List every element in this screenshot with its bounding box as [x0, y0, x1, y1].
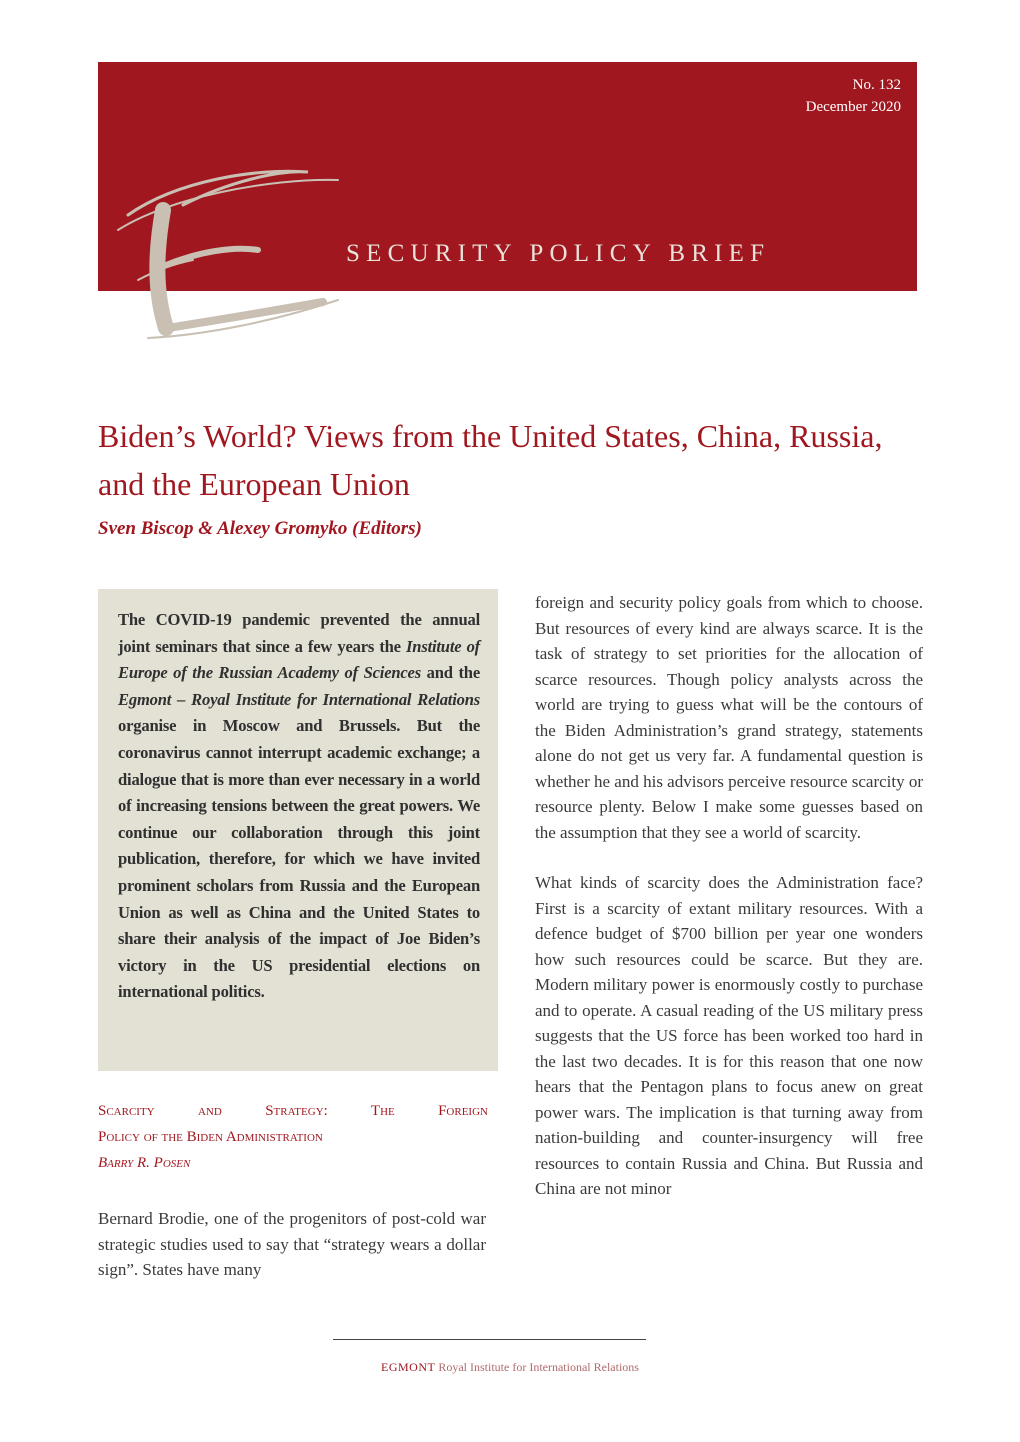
intro-text-part3: organise in Moscow and Brussels. But the coronavirus cannot interrupt academic exchange; a dialogue that is more than ever necessary in a world of increasing tensions between the great powers. We continue our collaboration through this joint publication, therefore, for which we have invited prominent scholars from Russia and the European Union as well as China and the United States to share their analysis of the impact of Joe Biden’s victory in the US presidential elections on international politics. — [118, 716, 480, 1002]
intro-text-part2: and the — [420, 663, 481, 683]
issue-number: No. 132 — [852, 77, 901, 93]
footer-brand: EGMONT — [381, 1360, 436, 1374]
section-author: Barry R. Posen — [98, 1155, 191, 1171]
intro-box — [98, 589, 498, 1071]
series-title: SECURITY POLICY BRIEF — [346, 240, 771, 267]
issue-date: December 2020 — [805, 99, 901, 115]
brief-authors: Sven Biscop & Alexey Gromyko (Editors) — [98, 518, 422, 539]
body-paragraph: What kinds of scarcity does the Administration face? First is a scarcity of extant military resources. With a defence budget of $700 billion per year one wonders how such resources could be scarce. But they are. Modern military power is enormously costly to purchase and to operate. A casual reading of the US military press suggests that the US force has been worked too hard in the last two decades. It is for this reason that one now hears that the Pentagon plans to focus anew on great power wars. The implication is that turning away from nation-building and counter-insurgency will free resources to contain Russia and China. But Russia and China are not minor — [535, 873, 923, 1198]
section-heading — [98, 1098, 488, 1176]
intro-text-part1: The COVID-19 pandemic prevented the annual joint seminars that since a few years the — [118, 610, 480, 656]
footer-text: Royal Institute for International Relations — [435, 1360, 639, 1374]
section-heading-line2: Policy of the Biden Administration — [98, 1129, 323, 1145]
body-paragraph: foreign and security policy goals from which to choose. But resources of every kind are always scarce. It is the task of strategy to set priorities for the allocation of scarce resources. Though policy analysts across the world are trying to guess what will be the contours of the Biden Administration’s grand strategy, statements alone do not get us very far. A fundamental question is whether he and his advisors perceive resource scarcity or resource plenty. Below I make some guesses based on the assumption that they see a world of scarcity. — [535, 593, 924, 842]
body-left-column — [98, 1206, 486, 1283]
footer — [0, 1360, 1020, 1375]
intro-institute-2: Egmont – Royal Institute for International Relations — [118, 689, 480, 709]
brief-title: Biden’s World? Views from the United States, China, Russia, and the European Union — [98, 418, 883, 502]
egmont-e-logo-icon — [108, 160, 348, 350]
intro-text — [118, 607, 480, 1006]
body-paragraph: Bernard Brodie, one of the progenitors of post-cold war strategic studies used to say that “strategy wears a dollar sign”. States have many — [98, 1209, 486, 1279]
footer-divider — [333, 1339, 646, 1340]
body-right-column — [535, 590, 923, 1202]
intro-institute-1: Institute of Europe of the Russian Academy of Sciences — [118, 636, 481, 683]
section-heading-line1: Scarcity and Strategy: The Foreign — [98, 1103, 488, 1119]
issue-info — [806, 74, 901, 118]
